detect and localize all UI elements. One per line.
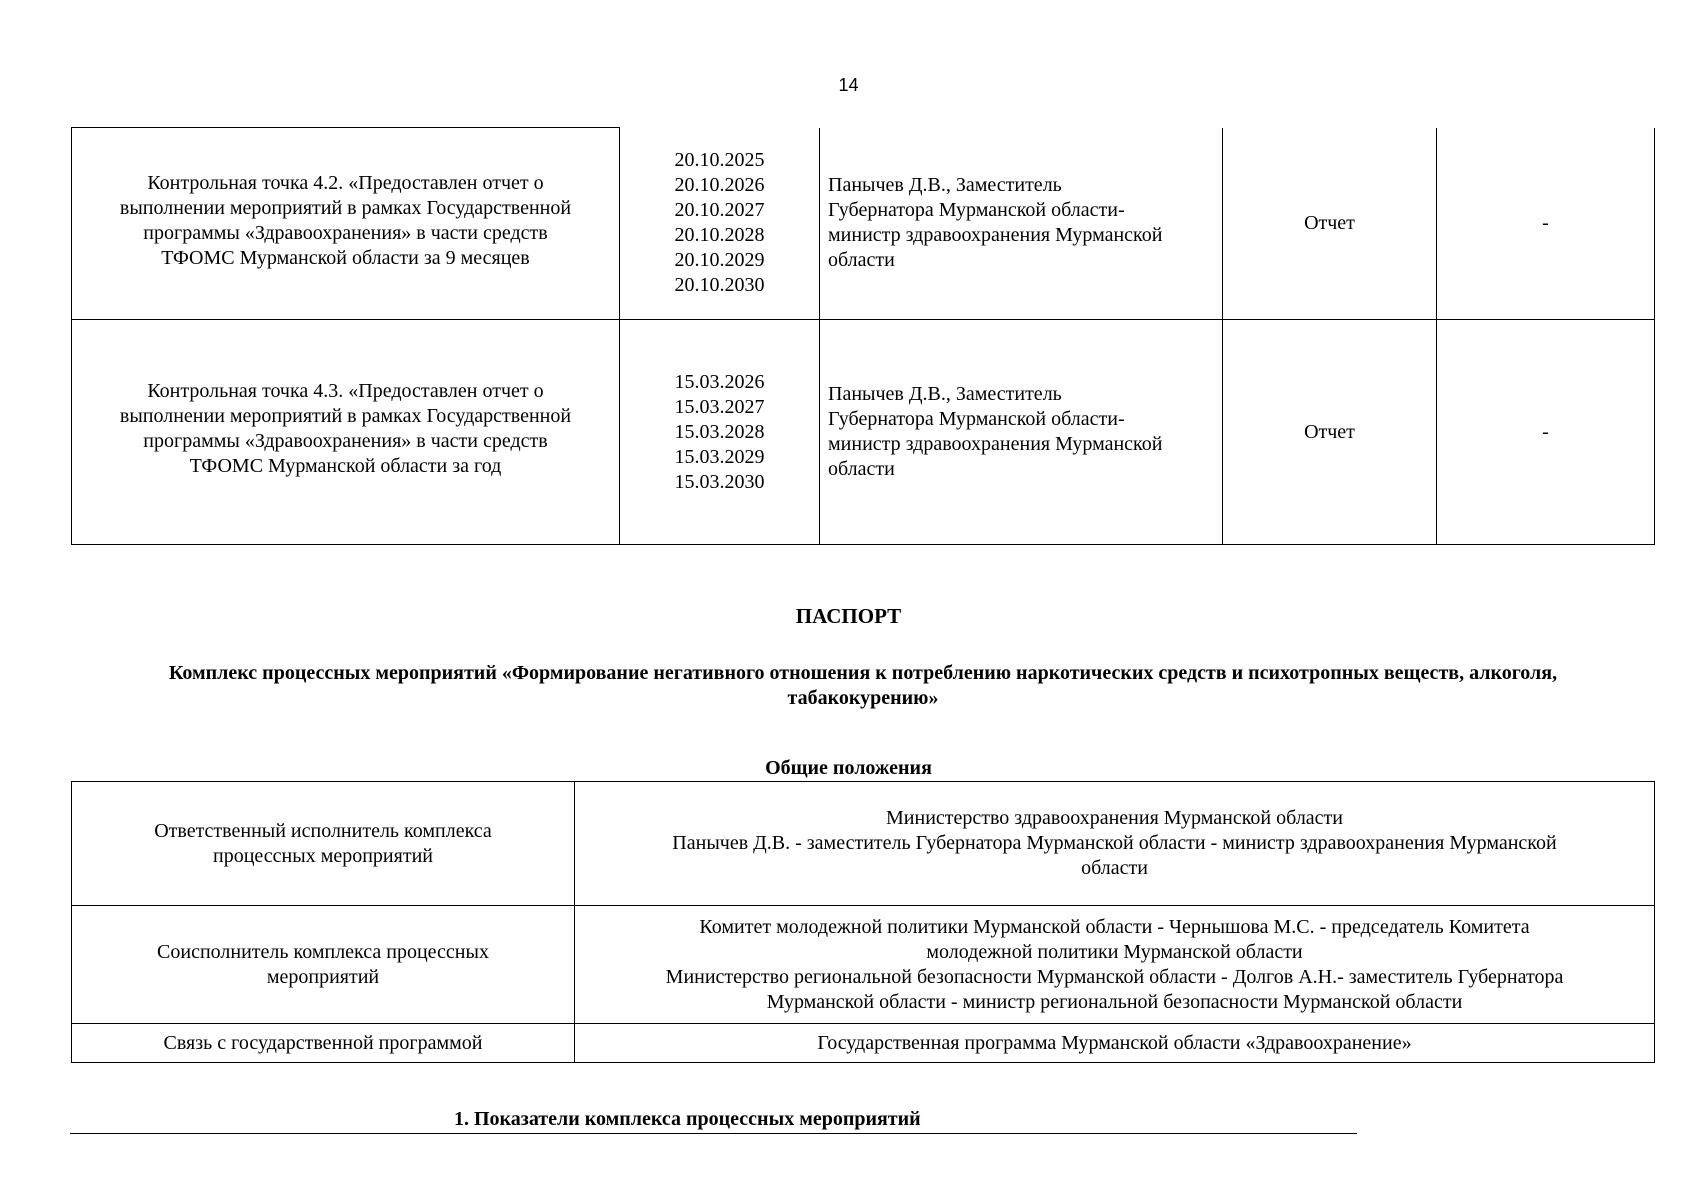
control-point-responsible: Панычев Д.В., Заместитель Губернатора Мурманской области- министр здравоохранения Мурманской области — [820, 320, 1223, 545]
control-points-table — [71, 127, 1655, 545]
table-row — [72, 782, 1655, 906]
control-point-title: Контрольная точка 4.2. «Предоставлен отчет о выполнении мероприятий в рамках Государственной программы «Здравоохранения» в части средств ТФОМС Мурманской области за 9 месяцев — [72, 128, 620, 320]
page-number: 14 — [838, 75, 859, 95]
section-heading — [70, 1107, 1357, 1134]
general-provisions-title: Общие положения — [765, 757, 932, 779]
control-point-note: - — [1437, 128, 1655, 320]
provision-value: Министерство здравоохранения Мурманской области Панычев Д.В. - заместитель Губернатора Мурманской области - министр здравоохранения Мурманской области — [575, 782, 1655, 906]
section-heading-text: 1. Показатели комплекса процессных мероприятий — [454, 1108, 921, 1130]
provision-label: Связь с государственной программой — [72, 1024, 575, 1063]
provision-label: Соисполнитель комплекса процессных мероприятий — [72, 906, 575, 1024]
provision-value: Комитет молодежной политики Мурманской области - Чернышова М.С. - председатель Комитета молодежной политики Мурманской области Министерство региональной безопасности Мурманской области - Долгов А.Н.- заместитель Губернатора Мурманской области - министр региональной безопасности Мурманской области — [575, 906, 1655, 1024]
general-provisions-table — [71, 781, 1655, 1063]
table-row — [72, 320, 1655, 545]
provision-label: Ответственный исполнитель комплекса процессных мероприятий — [72, 782, 575, 906]
control-point-dates: 15.03.2026 15.03.2027 15.03.2028 15.03.2029 15.03.2030 — [620, 320, 820, 545]
table-row — [72, 1024, 1655, 1063]
control-point-document-type: Отчет — [1223, 320, 1437, 545]
table-row — [72, 128, 1655, 320]
provision-value: Государственная программа Мурманской области «Здравоохранение» — [575, 1024, 1655, 1063]
control-point-document-type: Отчет — [1223, 128, 1437, 320]
control-point-note: - — [1437, 320, 1655, 545]
control-point-title: Контрольная точка 4.3. «Предоставлен отчет о выполнении мероприятий в рамках Государственной программы «Здравоохранения» в части средств ТФОМС Мурманской области за год — [72, 320, 620, 545]
complex-title: Комплекс процессных мероприятий «Формирование негативного отношения к потреблению наркотических средств и психотропных веществ, алкоголя, табакокурению» — [168, 662, 1558, 709]
control-point-dates: 20.10.2025 20.10.2026 20.10.2027 20.10.2028 20.10.2029 20.10.2030 — [620, 128, 820, 320]
table-row — [72, 906, 1655, 1024]
control-point-responsible: Панычев Д.В., Заместитель Губернатора Мурманской области- министр здравоохранения Мурманской области — [820, 128, 1223, 320]
passport-title: ПАСПОРТ — [795, 604, 902, 628]
